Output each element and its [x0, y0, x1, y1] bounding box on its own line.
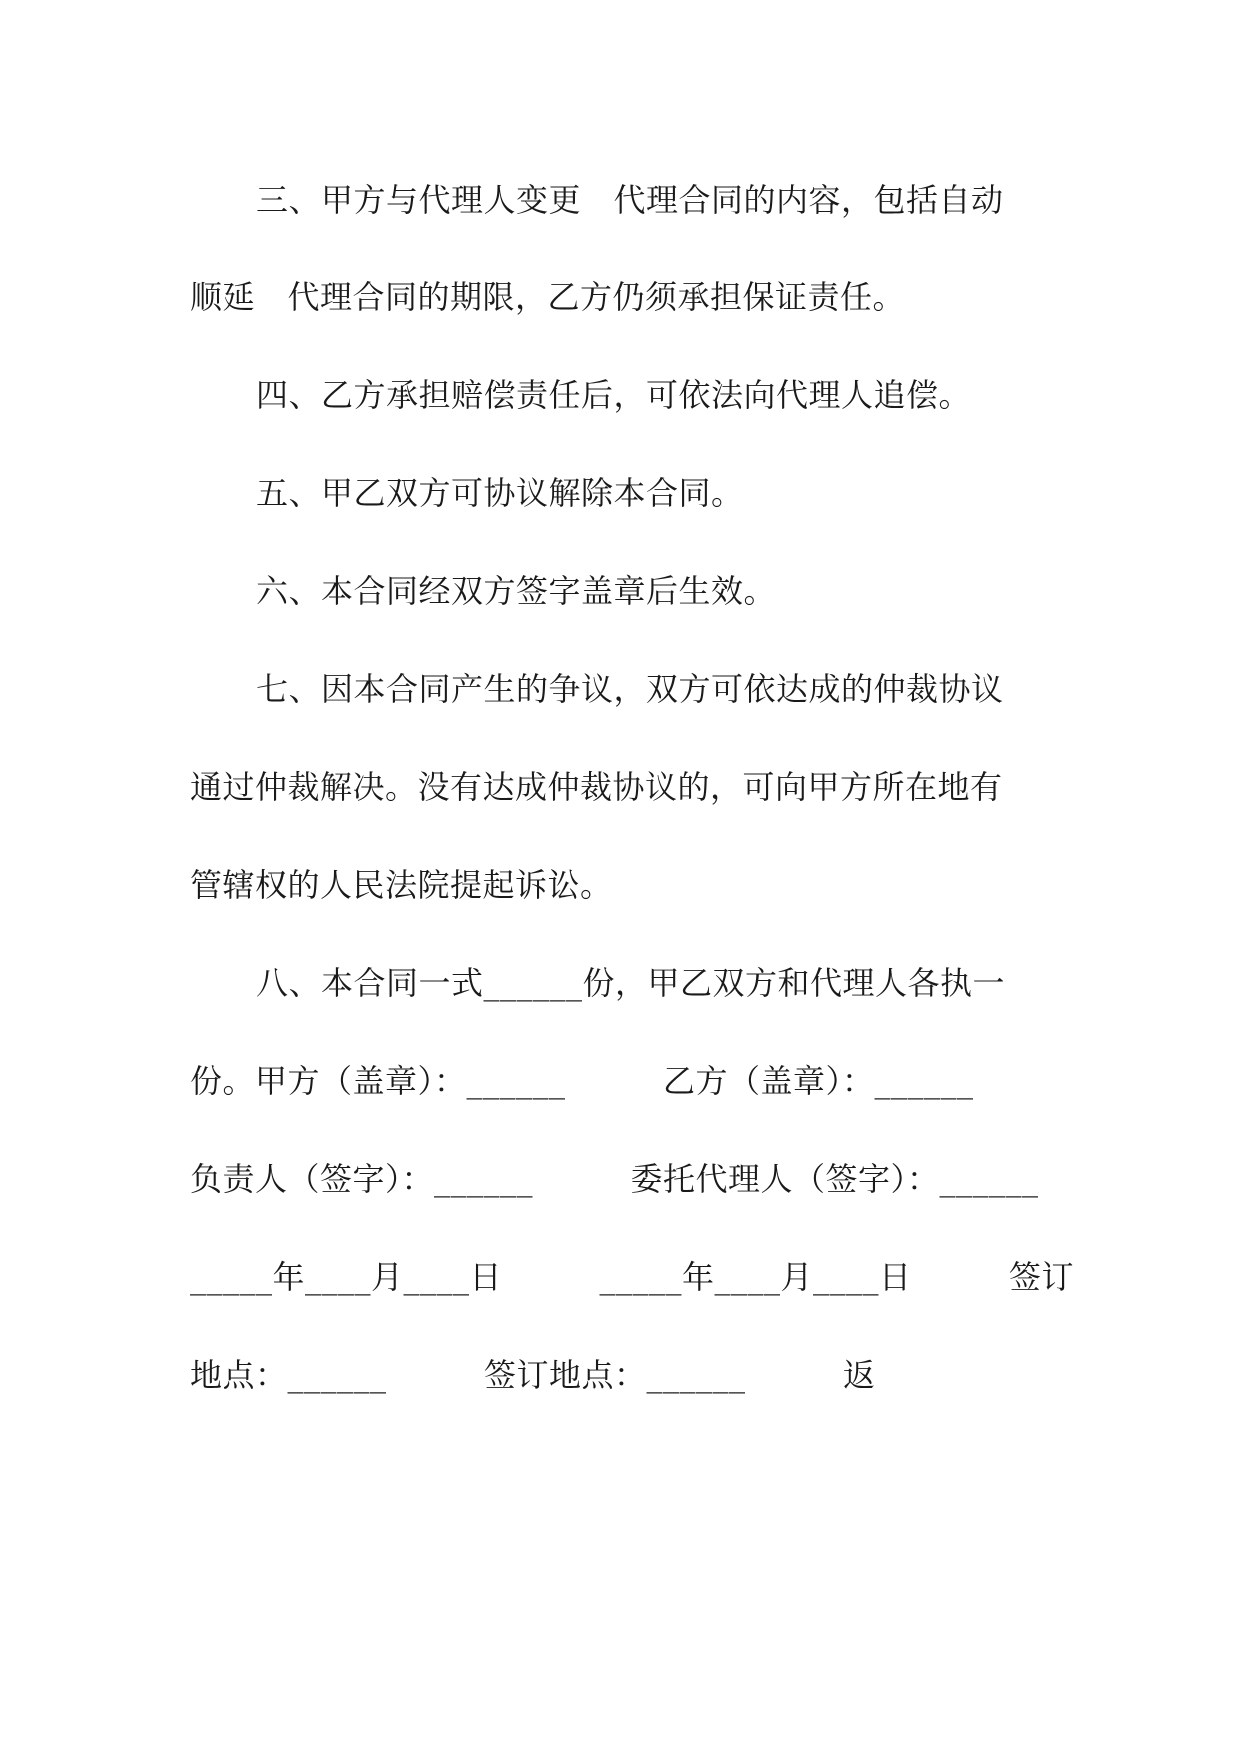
- clause-8-line-1: 八、本合同一式______份，甲乙双方和代理人各执一: [256, 964, 1006, 1002]
- clause-7-line-1: 七、因本合同产生的争议，双方可依达成的仲裁协议: [256, 670, 1004, 708]
- clause-3-line-2: 顺延 代理合同的期限，乙方仍须承担保证责任。: [190, 278, 906, 316]
- clause-7-line-2: 通过仲裁解决。没有达成仲裁协议的，可向甲方所在地有: [190, 768, 1003, 806]
- signature-person-line: 负责人（签字）：______ 委托代理人（签字）：______: [190, 1160, 1039, 1198]
- clause-4: 四、乙方承担赔偿责任后，可依法向代理人追偿。: [256, 376, 972, 414]
- clause-6: 六、本合同经双方签字盖章后生效。: [256, 572, 777, 610]
- clause-7-line-3: 管辖权的人民法院提起诉讼。: [190, 866, 613, 904]
- signature-date-line: _____年____月____日 _____年____月____日 签订: [190, 1258, 1075, 1296]
- clause-5: 五、甲乙双方可协议解除本合同。: [256, 474, 744, 512]
- signature-place-line: 地点：______ 签订地点：______ 返: [190, 1356, 876, 1394]
- signature-party-line: 份。甲方（盖章）：______ 乙方（盖章）：______: [190, 1062, 974, 1100]
- clause-3-line-1: 三、甲方与代理人变更 代理合同的内容，包括自动: [256, 181, 1004, 219]
